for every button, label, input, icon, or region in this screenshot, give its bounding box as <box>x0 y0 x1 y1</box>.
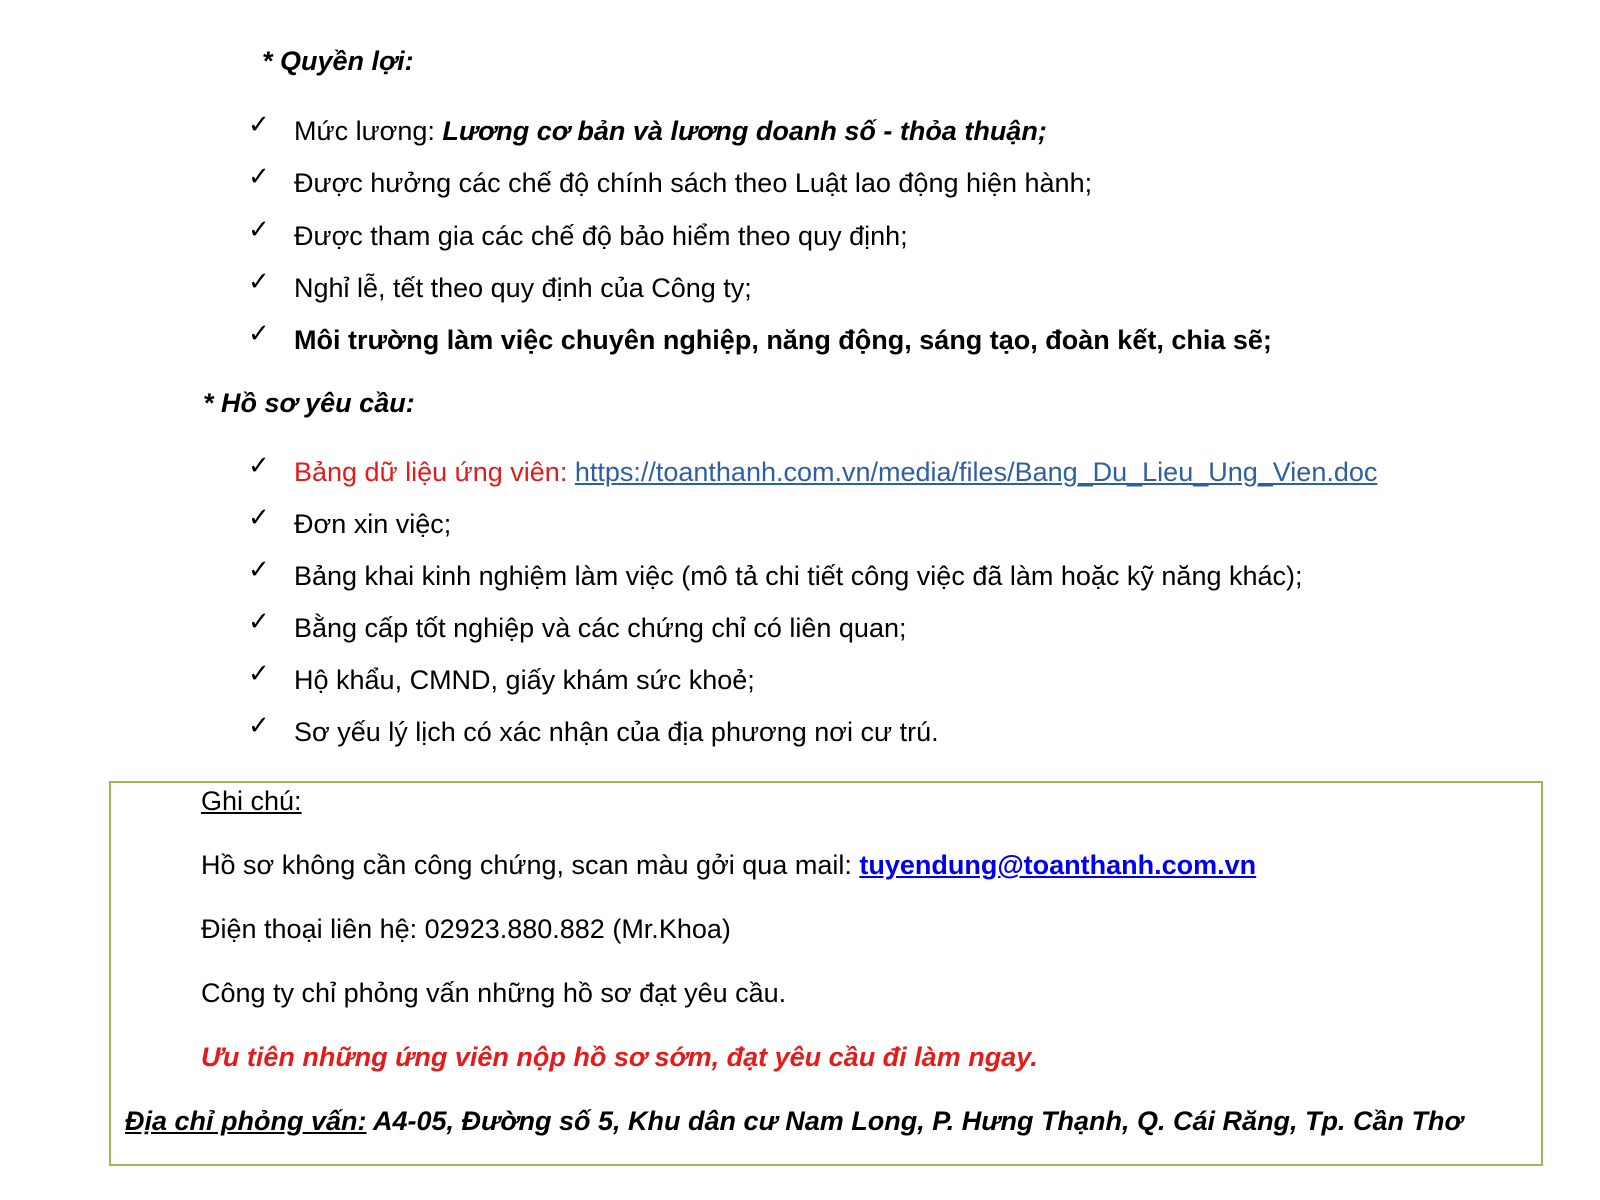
list-item <box>248 319 1272 358</box>
checkmark-icon: ✓ <box>248 607 270 637</box>
address-value: A4-05, Đường số 5, Khu dân cư Nam Long, P. Hưng Thạnh, Q. Cái Răng, Tp. Cần Thơ <box>366 1106 1463 1136</box>
list-item <box>248 162 1093 201</box>
list-item <box>248 110 1047 149</box>
email-link[interactable]: tuyendung@toanthanh.com.vn <box>859 850 1257 880</box>
documents-heading: * Hồ sơ yêu cầu: <box>203 388 415 418</box>
benefits-heading: * Quyền lợi: <box>262 46 414 76</box>
address-label: Địa chỉ phỏng vấn: <box>125 1106 367 1136</box>
note-box <box>109 781 1543 1166</box>
list-item <box>248 503 452 542</box>
salary-label: Mức lương: <box>294 116 443 146</box>
list-item <box>248 711 939 750</box>
mail-instruction-text: Hồ sơ không cần công chứng, scan màu gởi qua mail: <box>201 850 860 880</box>
list-item-text: Bằng cấp tốt nghiệp và các chứng chỉ có liên quan; <box>294 613 907 643</box>
checkmark-icon: ✓ <box>248 110 270 140</box>
checkmark-icon: ✓ <box>248 215 270 245</box>
checkmark-icon: ✓ <box>248 659 270 689</box>
list-item <box>248 607 907 646</box>
note-title: Ghi chú: <box>201 786 302 816</box>
checkmark-icon: ✓ <box>248 267 270 297</box>
checkmark-icon: ✓ <box>248 503 270 533</box>
list-item-text: Đơn xin việc; <box>294 509 452 539</box>
list-item <box>248 267 752 306</box>
list-item <box>248 215 908 254</box>
list-item-text: Nghỉ lễ, tết theo quy định của Công ty; <box>294 273 752 303</box>
checkmark-icon: ✓ <box>248 319 270 349</box>
checkmark-icon: ✓ <box>248 162 270 192</box>
interview-policy: Công ty chỉ phỏng vấn những hồ sơ đạt yêu cầu. <box>201 978 787 1008</box>
priority-note: Ưu tiên những ứng viên nộp hồ sơ sớm, đạt yêu cầu đi làm ngay. <box>201 1042 1038 1072</box>
checkmark-icon: ✓ <box>248 451 270 481</box>
list-item-text: Môi trường làm việc chuyên nghiệp, năng động, sáng tạo, đoàn kết, chia sẽ; <box>294 325 1272 355</box>
list-item-text: Được tham gia các chế độ bảo hiểm theo quy định; <box>294 221 908 251</box>
list-item-text: Bảng khai kinh nghiệm làm việc (mô tả chi tiết công việc đã làm hoặc kỹ năng khác); <box>294 561 1303 591</box>
salary-value: Lương cơ bản và lương doanh số - thỏa thuận; <box>442 116 1047 146</box>
list-item <box>248 451 1378 490</box>
list-item <box>248 555 1303 594</box>
list-item-text: Được hưởng các chế độ chính sách theo Luật lao động hiện hành; <box>294 168 1093 198</box>
contact-phone: Điện thoại liên hệ: 02923.880.882 (Mr.Khoa) <box>201 914 731 944</box>
checkmark-icon: ✓ <box>248 711 270 741</box>
candidate-data-link[interactable]: https://toanthanh.com.vn/media/files/Bang_Du_Lieu_Ung_Vien.doc <box>574 457 1378 487</box>
list-item <box>248 659 755 698</box>
list-item-text: Sơ yếu lý lịch có xác nhận của địa phương nơi cư trú. <box>294 717 939 747</box>
mail-instruction <box>201 847 1256 883</box>
list-item-text: Hộ khẩu, CMND, giấy khám sức khoẻ; <box>294 665 755 695</box>
interview-address <box>125 1103 1463 1139</box>
candidate-data-label: Bảng dữ liệu ứng viên: <box>294 457 575 487</box>
checkmark-icon: ✓ <box>248 555 270 585</box>
